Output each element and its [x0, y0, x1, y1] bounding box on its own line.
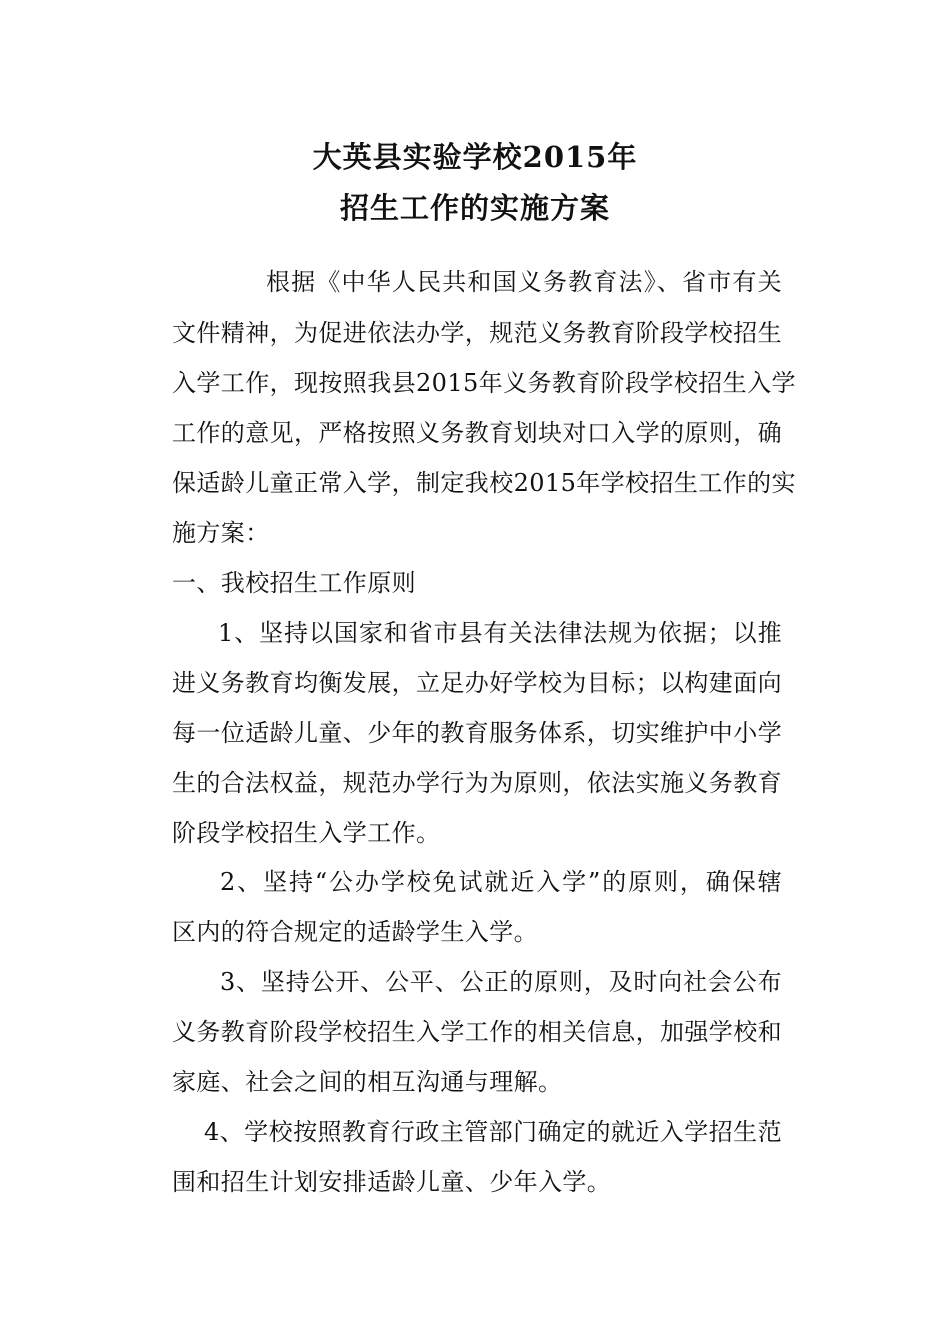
list-item-line: 生的合法权益，规范办学行为为原则，依法实施义务教育 — [172, 769, 782, 797]
list-item-line: 家庭、社会之间的相互沟通与理解。 — [172, 1068, 563, 1096]
paragraph-line: 根据《中华人民共和国义务教育法》、省市有关 — [266, 268, 782, 296]
document-title-line-2: 招生工作的实施方案 — [339, 191, 610, 225]
list-item-line: 1、坚持以国家和省市县有关法律法规为依据；以推 — [218, 619, 782, 647]
list-item-line: 阶段学校招生入学工作。 — [172, 819, 441, 847]
paragraph-line: 施方案： — [172, 519, 270, 547]
paragraph-line: 保适龄儿童正常入学，制定我校2015年学校招生工作的实 — [172, 469, 796, 497]
list-item-line: 区内的符合规定的适龄学生入学。 — [172, 918, 538, 946]
list-item-line: 4、学校按照教育行政主管部门确定的就近入学招生范 — [204, 1118, 782, 1146]
section-heading: 一、我校招生工作原则 — [172, 569, 416, 597]
list-item-line: 围和招生计划安排适龄儿童、少年入学。 — [172, 1168, 612, 1196]
paragraph-line: 入学工作，现按照我县2015年义务教育阶段学校招生入学 — [172, 369, 796, 397]
document-title-line-1: 大英县实验学校2015年 — [312, 140, 638, 174]
list-item-line: 3、坚持公开、公平、公正的原则，及时向社会公布 — [220, 968, 782, 996]
list-item-line: 义务教育阶段学校招生入学工作的相关信息，加强学校和 — [172, 1018, 782, 1046]
list-item-line: 2、坚持“公办学校免试就近入学”的原则，确保辖 — [220, 868, 782, 896]
list-item-line: 每一位适龄儿童、少年的教育服务体系，切实维护中小学 — [172, 719, 782, 747]
paragraph-line: 文件精神，为促进依法办学，规范义务教育阶段学校招生 — [172, 319, 782, 347]
list-item-line: 进义务教育均衡发展，立足办好学校为目标；以构建面向 — [172, 669, 782, 697]
paragraph-line: 工作的意见，严格按照义务教育划块对口入学的原则，确 — [172, 419, 782, 447]
